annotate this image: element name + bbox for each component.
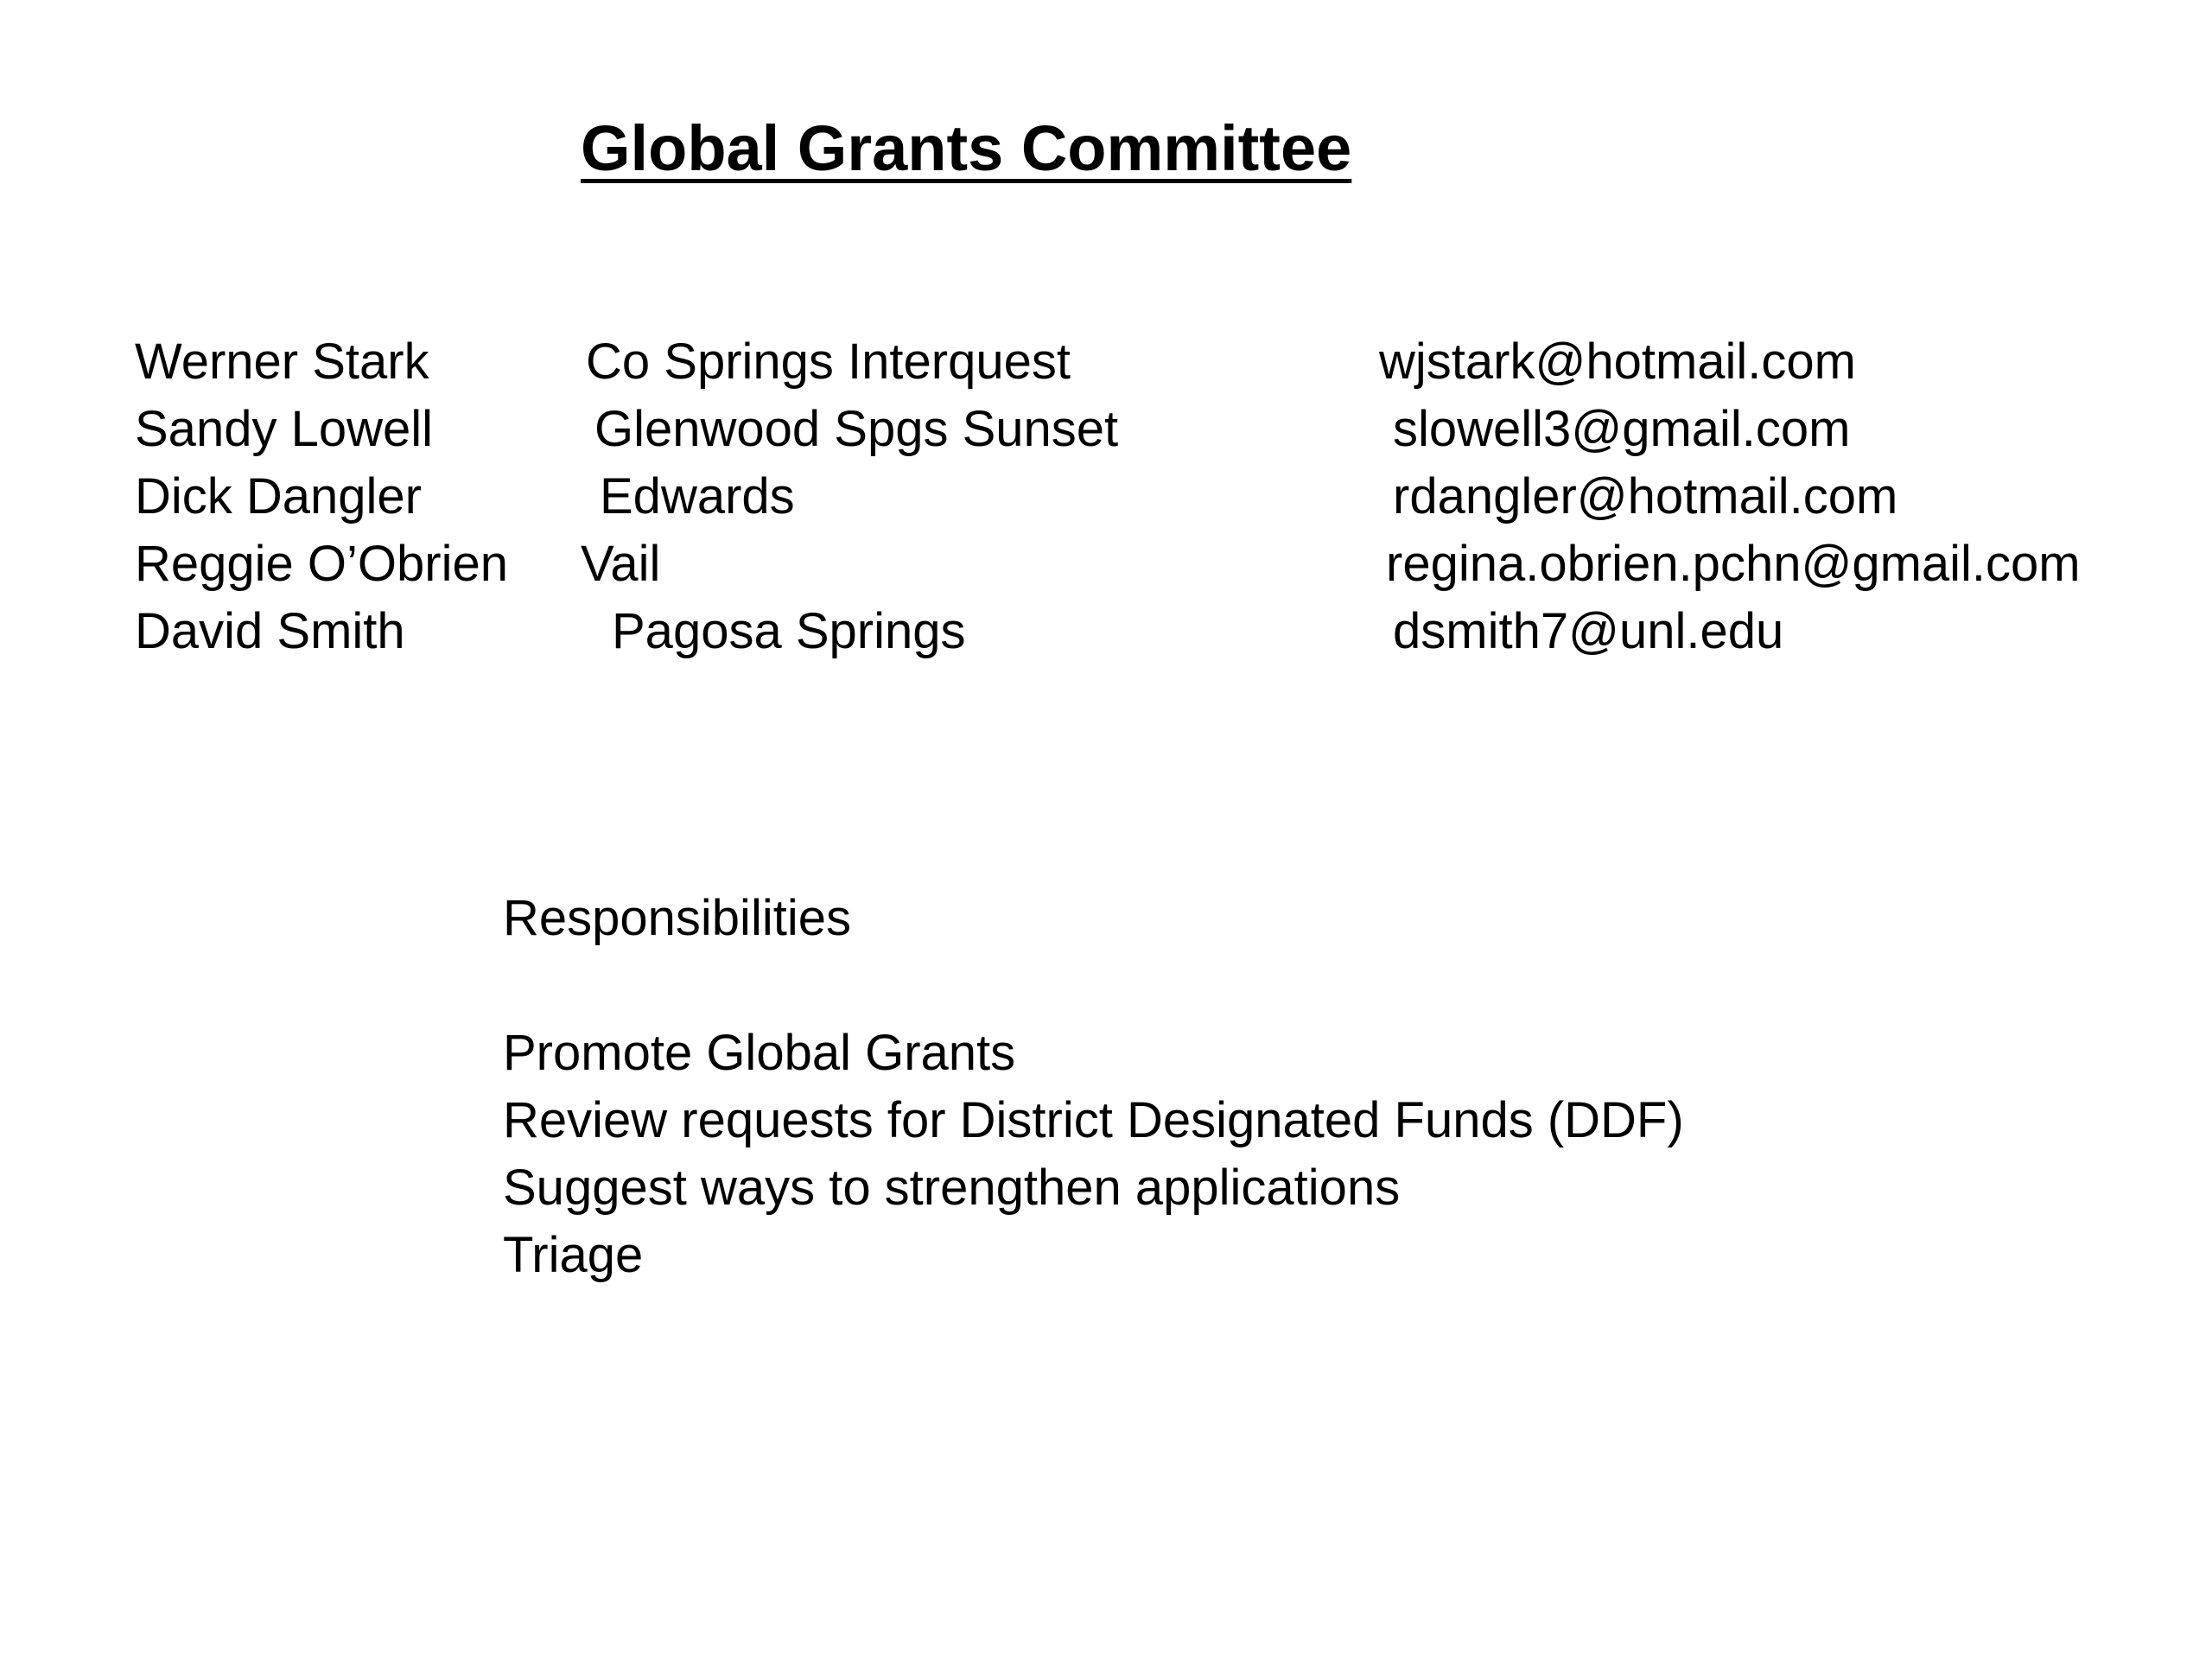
- member-email: rdangler@hotmail.com: [1393, 468, 1898, 524]
- list-item: Review requests for District Designated Funds (DDF): [503, 1092, 1684, 1148]
- page-title: Global Grants Committee: [581, 112, 1352, 184]
- member-name: David Smith: [135, 603, 405, 659]
- list-item: Promote Global Grants: [503, 1025, 1016, 1081]
- responsibilities-list: [503, 1020, 1684, 1289]
- member-email: slowell3@gmail.com: [1393, 401, 1851, 457]
- member-club: Edwards: [600, 468, 795, 524]
- member-email: wjstark@hotmail.com: [1379, 334, 1856, 390]
- responsibilities-heading: Responsibilities: [503, 890, 851, 946]
- member-email: dsmith7@unl.edu: [1393, 603, 1784, 659]
- member-name: Dick Dangler: [135, 468, 422, 524]
- member-email: regina.obrien.pchn@gmail.com: [1386, 536, 2081, 592]
- list-item: Suggest ways to strengthen applications: [503, 1160, 1401, 1216]
- member-club: Pagosa Springs: [612, 603, 966, 659]
- member-club: Vail: [581, 536, 661, 592]
- member-name: Sandy Lowell: [135, 401, 433, 457]
- list-item: Triage: [503, 1227, 644, 1283]
- member-name: Werner Stark: [135, 334, 429, 390]
- member-club: Glenwood Spgs Sunset: [594, 401, 1119, 457]
- member-club: Co Springs Interquest: [586, 334, 1071, 390]
- member-name: Reggie O’Obrien: [135, 536, 508, 592]
